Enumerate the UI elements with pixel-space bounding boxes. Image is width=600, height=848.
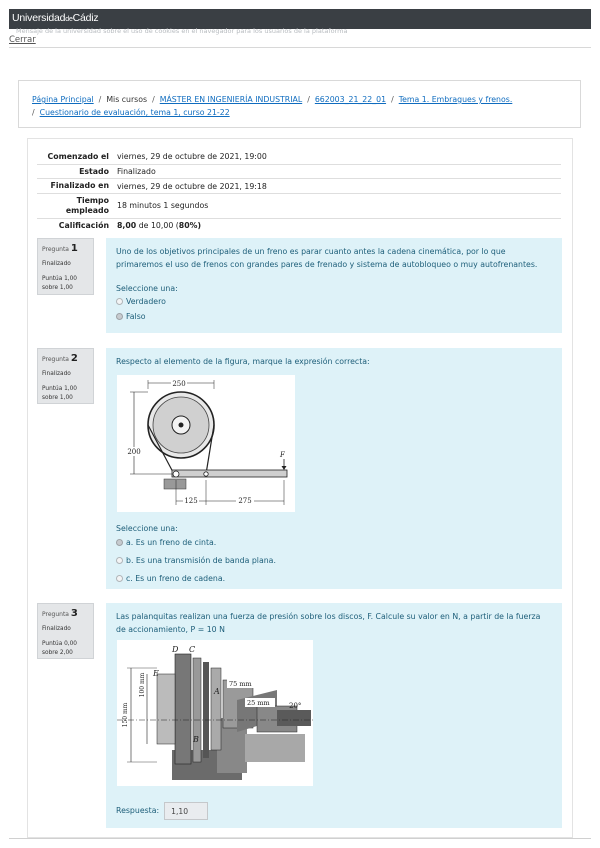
question-number: Pregunta 3 [42, 608, 78, 619]
radio-button[interactable] [116, 557, 123, 564]
option-c[interactable]: c. Es un freno de cadena. [116, 574, 552, 583]
state-value: Finalizado [117, 167, 156, 177]
question-text: Uno de los objetivos principales de un freno es parar cuanto antes la cadena cinemática, por lo que primaremos el uso de frenos con grandes pares de frenado y sistema de autobloqueo o muy autofrenantes. [116, 247, 538, 269]
breadcrumb-topic[interactable]: Tema 1. Embragues y frenos. [398, 95, 513, 104]
angle-20: 20° [289, 701, 302, 710]
dim-150: 150 mm [122, 702, 129, 728]
radio-button[interactable] [116, 298, 123, 305]
question-text: Las palanquitas realizan una fuerza de presión sobre los discos, F. Calcule su valor en N, a partir de la fuerza de accionamiento, P = 10 N [116, 612, 541, 634]
force-label: F [280, 450, 285, 459]
time-label: Tiempo empleado [65, 196, 109, 215]
question-state: Finalizado [42, 261, 71, 267]
question-1-content [106, 238, 562, 333]
question-2-content [106, 348, 562, 589]
dim-100: 100 mm [139, 672, 146, 698]
breadcrumb-course-code[interactable]: 662003_21_22_01 [314, 95, 387, 104]
option-false[interactable]: Falso [116, 312, 552, 321]
dim-bottom-a: 125 [184, 496, 198, 505]
question-grade: Puntúa 0,00 sobre 2,00 [42, 641, 77, 656]
label-c: C [189, 644, 196, 654]
summary-row [37, 194, 561, 218]
dim-left: 200 [127, 447, 141, 456]
question-state: Finalizado [42, 371, 71, 377]
time-value: 18 minutos 1 segundos [117, 201, 209, 211]
radio-button-selected[interactable] [116, 313, 123, 320]
clutch-figure [117, 640, 313, 786]
breadcrumb-my-courses[interactable]: Mis cursos [106, 95, 148, 104]
option-a[interactable]: a. Es un freno de cinta. [116, 538, 552, 547]
close-link[interactable]: Cerrar [9, 35, 36, 45]
started-value: viernes, 29 de octubre de 2021, 19:00 [117, 152, 267, 162]
summary-row [37, 218, 561, 232]
option-true[interactable]: Verdadero [116, 297, 552, 306]
breadcrumb-quiz[interactable]: Cuestionario de evaluación, tema 1, curso 21-22 [39, 108, 230, 117]
answer-input[interactable]: 1,10 [164, 802, 208, 820]
question-3-content [106, 603, 562, 828]
grade-label: Calificación [58, 220, 109, 230]
answer-label: Respuesta: [116, 806, 160, 816]
label-e: E [153, 668, 159, 678]
university-logo[interactable]: UniversidaddeCádiz [12, 12, 99, 24]
band-brake-figure [117, 375, 295, 512]
radio-button-selected[interactable] [116, 539, 123, 546]
dim-75: 75 mm [229, 679, 252, 688]
breadcrumb-home[interactable]: Página Principal [32, 95, 94, 104]
breadcrumb-master[interactable]: MÁSTER EN INGENIERÍA INDUSTRIAL [159, 95, 303, 104]
question-3-info [37, 603, 94, 659]
question-2-info [37, 348, 94, 404]
label-b: B [193, 734, 199, 744]
question-1-info [37, 238, 94, 295]
dim-bottom-b: 275 [238, 496, 252, 505]
grade-value: 8,00 de 10,00 (80%) [117, 221, 202, 231]
question-grade: Puntúa 1,00 sobre 1,00 [42, 386, 77, 401]
label-d: D [172, 644, 179, 654]
answer-prompt: Seleccione una: [116, 283, 178, 293]
question-state: Finalizado [42, 626, 71, 632]
summary-row [37, 164, 561, 179]
attempt-summary-table [37, 150, 561, 232]
answer-prompt: Seleccione una: [116, 523, 178, 533]
dim-top: 250 [172, 379, 186, 388]
question-number: Pregunta 1 [42, 243, 78, 254]
question-text: Respecto al elemento de la figura, marque la expresión correcta: [116, 357, 370, 366]
finished-value: viernes, 29 de octubre de 2021, 19:18 [117, 181, 267, 191]
label-a: A [214, 686, 220, 696]
summary-row [37, 150, 561, 164]
divider [9, 838, 591, 839]
divider [9, 47, 591, 48]
option-b[interactable]: b. Es una transmisión de banda plana. [116, 556, 552, 565]
summary-row [37, 179, 561, 194]
dim-25: 25 mm [247, 698, 270, 707]
answer-row [116, 802, 552, 820]
started-label: Comenzado el [47, 152, 109, 161]
top-navbar [9, 9, 591, 29]
question-grade: Puntúa 1,00 sobre 1,00 [42, 276, 77, 291]
finished-label: Finalizado en [50, 181, 109, 191]
breadcrumb: Página Principal / Mis cursos / MÁSTER EN INGENIERÍA INDUSTRIAL / 662003_21_22_01 / Tema 1. Embragues y frenos. / Cuestionario de evaluación, tema 1, curso 21-22 [18, 80, 581, 128]
question-number: Pregunta 2 [42, 353, 78, 364]
radio-button[interactable] [116, 575, 123, 582]
notice-text: Mensaje de la universidad sobre el uso de cookies en el navegador para los usuarios de la plataforma [16, 27, 348, 35]
state-label: Estado [79, 166, 109, 176]
